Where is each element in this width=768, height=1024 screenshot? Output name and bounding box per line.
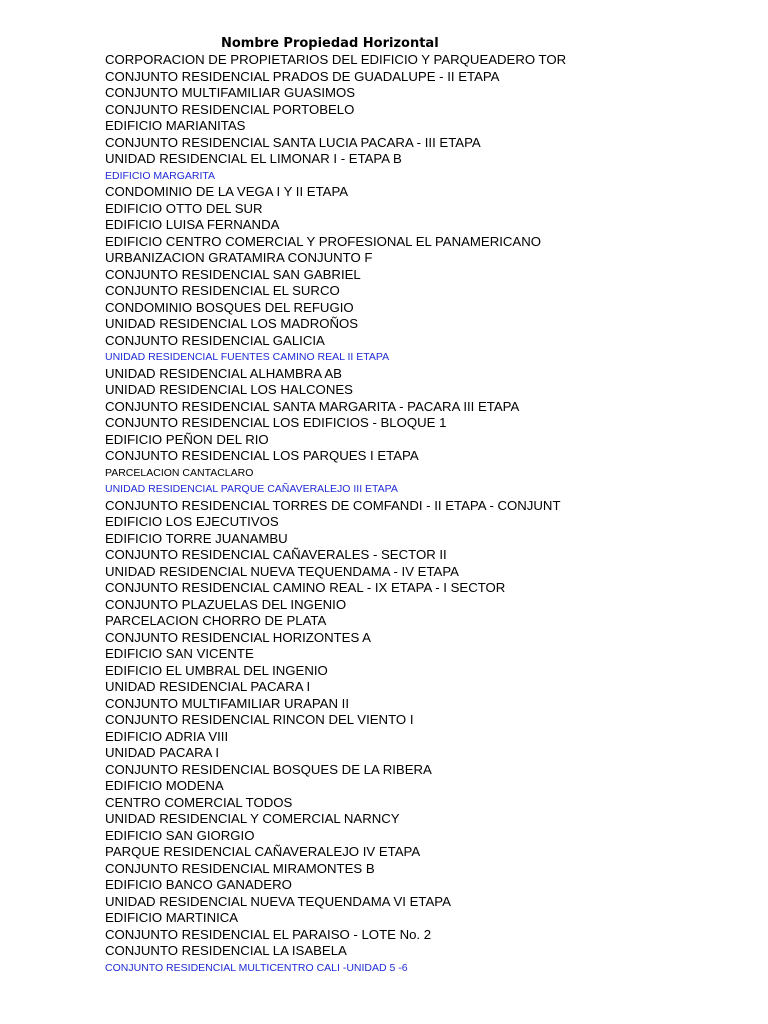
list-item: PARQUE RESIDENCIAL CAÑAVERALEJO IV ETAPA — [105, 844, 421, 859]
list-item: UNIDAD RESIDENCIAL PACARA I — [105, 679, 311, 694]
list-item: EDIFICIO LOS EJECUTIVOS — [105, 514, 279, 529]
list-item: CORPORACION DE PROPIETARIOS DEL EDIFICIO Y PARQUEADERO TOR — [105, 52, 567, 67]
list-item: CONDOMINIO DE LA VEGA I Y II ETAPA — [105, 184, 349, 199]
list-item: UNIDAD RESIDENCIAL NUEVA TEQUENDAMA VI ETAPA — [105, 893, 451, 909]
list-item: CONJUNTO RESIDENCIAL EL PARAISO - LOTE No. 2 — [105, 926, 432, 942]
list-item: UNIDAD RESIDENCIAL NUEVA TEQUENDAMA - IV ETAPA — [105, 563, 459, 579]
list-item: CONJUNTO RESIDENCIAL HORIZONTES A — [105, 629, 371, 645]
list-item: CONJUNTO RESIDENCIAL CAÑAVERALES - SECTOR II — [105, 547, 447, 562]
list-item[interactable]: UNIDAD RESIDENCIAL FUENTES CAMINO REAL II ETAPA — [105, 351, 390, 363]
list-item[interactable]: EDIFICIO MARGARITA — [105, 169, 216, 182]
list-item: CONJUNTO RESIDENCIAL CAMINO REAL - IX ETAPA - I SECTOR — [105, 580, 506, 595]
list-item: EDIFICIO ADRIA VIII — [105, 728, 229, 744]
list-item: EDIFICIO PEÑON DEL RIO — [105, 431, 269, 447]
list-item: CONJUNTO PLAZUELAS DEL INGENIO — [105, 596, 347, 612]
property-list — [105, 52, 755, 976]
list-item: CONJUNTO RESIDENCIAL LA ISABELA — [105, 943, 347, 958]
list-item: CONJUNTO RESIDENCIAL GALICIA — [105, 332, 325, 348]
list-item: EDIFICIO OTTO DEL SUR — [105, 200, 263, 216]
list-item: UNIDAD PACARA I — [105, 745, 220, 760]
list-item: UNIDAD RESIDENCIAL ALHAMBRA AB — [105, 365, 342, 381]
list-item: CONJUNTO RESIDENCIAL RINCON DEL VIENTO I — [105, 712, 414, 727]
list-item: CONJUNTO RESIDENCIAL EL SURCO — [105, 283, 340, 298]
list-item: CONJUNTO RESIDENCIAL BOSQUES DE LA RIBERA — [105, 761, 432, 777]
list-item: CONJUNTO RESIDENCIAL LOS EDIFICIOS - BLOQUE 1 — [105, 415, 447, 430]
list-item: EDIFICIO SAN GIORGIO — [105, 827, 255, 843]
list-item: CONJUNTO RESIDENCIAL SANTA MARGARITA - PACARA III ETAPA — [105, 398, 520, 414]
column-header: Nombre Propiedad Horizontal — [221, 36, 439, 51]
list-item[interactable]: UNIDAD RESIDENCIAL PARQUE CAÑAVERALEJO III ETAPA — [105, 483, 398, 495]
list-item: CONJUNTO MULTIFAMILIAR GUASIMOS — [105, 85, 356, 100]
list-item: CONJUNTO RESIDENCIAL PRADOS DE GUADALUPE - II ETAPA — [105, 68, 500, 84]
list-item: UNIDAD RESIDENCIAL Y COMERCIAL NARNCY — [105, 811, 400, 826]
list-item: UNIDAD RESIDENCIAL EL LIMONAR I - ETAPA B — [105, 151, 402, 166]
list-item: PARCELACION CANTACLARO — [105, 466, 254, 479]
list-item: EDIFICIO BANCO GANADERO — [105, 877, 292, 892]
list-item: EDIFICIO LUISA FERNANDA — [105, 217, 280, 232]
list-item: CONJUNTO RESIDENCIAL LOS PARQUES I ETAPA — [105, 448, 419, 463]
list-item: EDIFICIO TORRE JUANAMBU — [105, 530, 288, 546]
list-item: CONJUNTO RESIDENCIAL SANTA LUCIA PACARA - III ETAPA — [105, 134, 481, 150]
list-item: UNIDAD RESIDENCIAL LOS HALCONES — [105, 382, 353, 397]
list-item: CENTRO COMERCIAL TODOS — [105, 794, 293, 810]
list-item: CONJUNTO RESIDENCIAL SAN GABRIEL — [105, 266, 361, 282]
list-item: CONJUNTO RESIDENCIAL TORRES DE COMFANDI - II ETAPA - CONJUNT — [105, 497, 561, 513]
list-item: EDIFICIO EL UMBRAL DEL INGENIO — [105, 662, 328, 678]
list-item: CONDOMINIO BOSQUES DEL REFUGIO — [105, 299, 354, 315]
list-item: EDIFICIO SAN VICENTE — [105, 646, 254, 661]
list-item: CONJUNTO RESIDENCIAL MIRAMONTES B — [105, 860, 375, 876]
list-item: URBANIZACION GRATAMIRA CONJUNTO F — [105, 250, 373, 265]
list-item[interactable]: CONJUNTO RESIDENCIAL MULTICENTRO CALI -UNIDAD 5 -6 — [105, 961, 408, 974]
list-item: EDIFICIO CENTRO COMERCIAL Y PROFESIONAL EL PANAMERICANO — [105, 233, 541, 249]
list-item: CONJUNTO RESIDENCIAL PORTOBELO — [105, 101, 355, 117]
list-item: PARCELACION CHORRO DE PLATA — [105, 613, 327, 628]
list-item: EDIFICIO MODENA — [105, 778, 224, 793]
list-item: EDIFICIO MARIANITAS — [105, 118, 246, 133]
list-item: EDIFICIO MARTINICA — [105, 910, 239, 925]
list-item: UNIDAD RESIDENCIAL LOS MADROÑOS — [105, 316, 359, 331]
list-item: CONJUNTO MULTIFAMILIAR URAPAN II — [105, 695, 349, 711]
